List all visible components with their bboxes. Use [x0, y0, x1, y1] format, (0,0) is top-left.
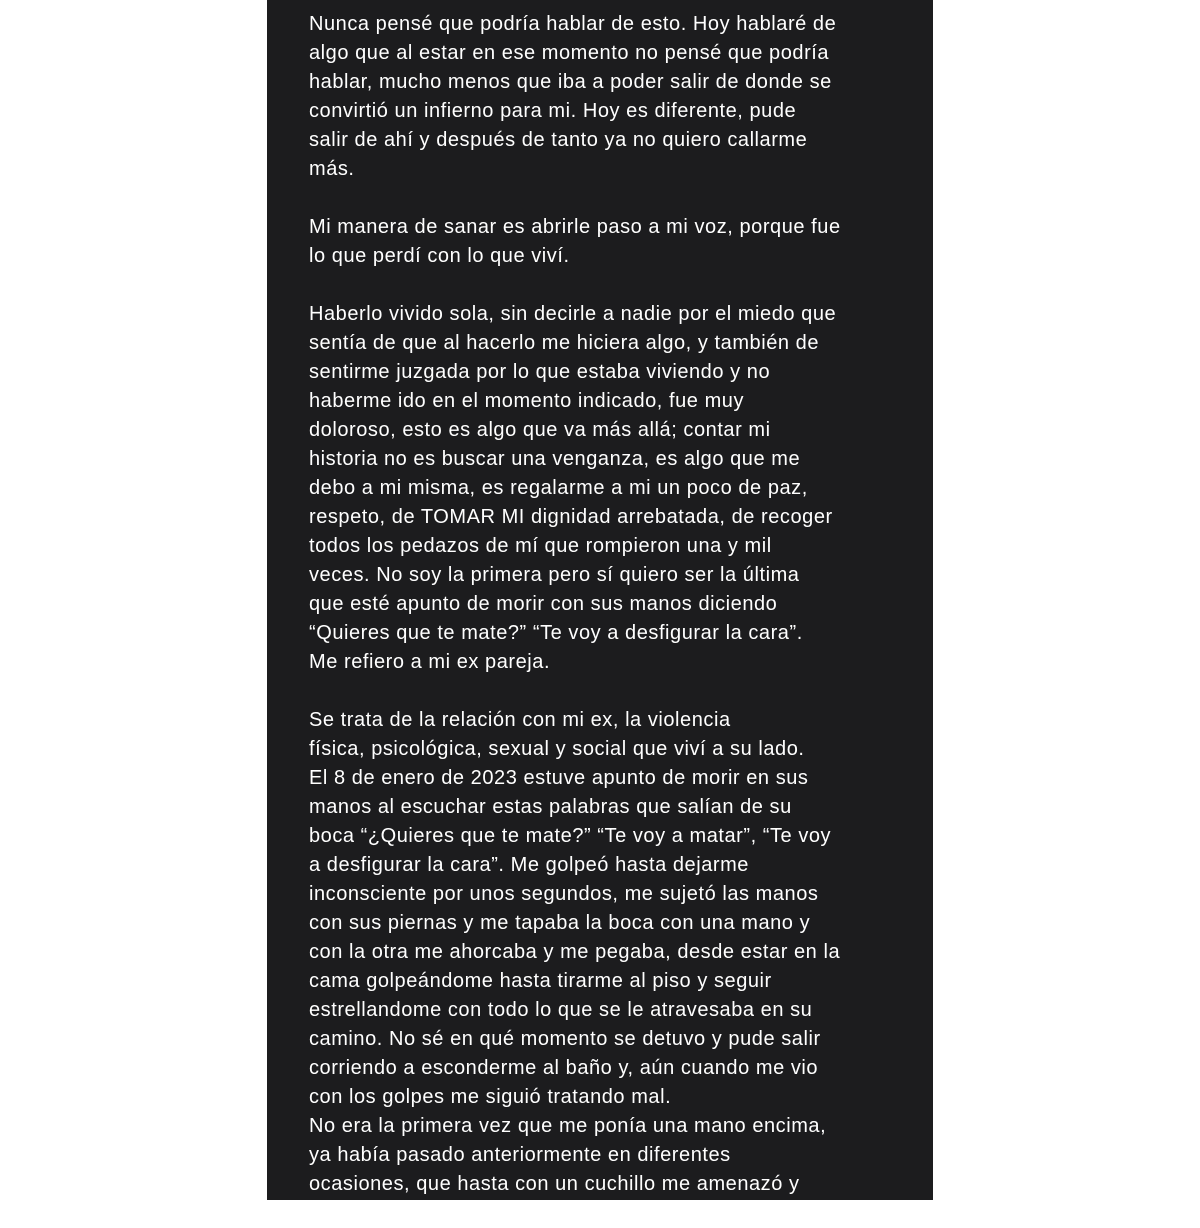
text-line: con sus piernas y me tapaba la boca con una mano y	[309, 912, 811, 934]
story-paragraph-4	[309, 706, 897, 1228]
text-line: No era la primera vez que me ponía una mano encima,	[309, 1115, 827, 1137]
text-line: debo a mi misma, es regalarme a mi un poco de paz,	[309, 477, 808, 499]
text-line: historia no es buscar una venganza, es algo que me	[309, 448, 801, 470]
text-line: Haberlo vivido sola, sin decirle a nadie por el miedo que	[309, 303, 837, 325]
text-line: haberme ido en el momento indicado, fue muy	[309, 390, 744, 412]
text-line: cama golpeándome hasta tirarme al piso y seguir	[309, 970, 772, 992]
text-line: “Quieres que te mate?” “Te voy a desfigurar la cara”.	[309, 622, 803, 644]
text-line: ya había pasado anteriormente en diferentes	[309, 1144, 731, 1166]
text-line: sentía de que al hacerlo me hiciera algo, y también de	[309, 332, 819, 354]
text-line: hablar, mucho menos que iba a poder salir de donde se	[309, 71, 832, 93]
story-paragraph-3	[309, 300, 897, 677]
text-line: Mi manera de sanar es abrirle paso a mi voz, porque fue	[309, 216, 841, 238]
text-line: salir de ahí y después de tanto ya no quiero callarme	[309, 129, 808, 151]
text-line: respeto, de TOMAR MI dignidad arrebatada, de recoger	[309, 506, 833, 528]
text-line: corriendo a esconderme al baño y, aún cuando me vio	[309, 1057, 819, 1079]
text-line: a desfigurar la cara”. Me golpeó hasta dejarme	[309, 854, 749, 876]
text-line: inconsciente por unos segundos, me sujetó las manos	[309, 883, 819, 905]
text-line: logró hacerme daño.	[309, 1202, 503, 1224]
text-line: que esté apunto de morir con sus manos diciendo	[309, 593, 778, 615]
text-line: Nunca pensé que podría hablar de esto. Hoy hablaré de	[309, 13, 837, 35]
text-line: Se trata de la relación con mi ex, la violencia	[309, 709, 731, 731]
story-text-panel	[267, 0, 933, 1224]
text-line: El 8 de enero de 2023 estuve apunto de morir en sus	[309, 767, 809, 789]
text-line: camino. No sé en qué momento se detuvo y pude salir	[309, 1028, 821, 1050]
story-paragraph-1	[309, 10, 897, 184]
text-line: manos al escuchar estas palabras que salían de su	[309, 796, 792, 818]
story-paragraph-2	[309, 213, 897, 271]
text-line: veces. No soy la primera pero sí quiero ser la última	[309, 564, 800, 586]
text-line: convirtió un infierno para mi. Hoy es diferente, pude	[309, 100, 797, 122]
text-line: boca “¿Quieres que te mate?” “Te voy a matar”, “Te voy	[309, 825, 832, 847]
text-line: con los golpes me siguió tratando mal.	[309, 1086, 672, 1108]
text-line: todos los pedazos de mí que rompieron una y mil	[309, 535, 772, 557]
text-line: física, psicológica, sexual y social que viví a su lado.	[309, 738, 805, 760]
text-line: Me refiero a mi ex pareja.	[309, 651, 551, 673]
text-line: sentirme juzgada por lo que estaba viviendo y no	[309, 361, 771, 383]
text-line: doloroso, esto es algo que va más allá; contar mi	[309, 419, 771, 441]
text-line: con la otra me ahorcaba y me pegaba, desde estar en la	[309, 941, 841, 963]
text-line: ocasiones, que hasta con un cuchillo me amenazó y	[309, 1173, 800, 1195]
text-line: estrellandome con todo lo que se le atravesaba en su	[309, 999, 813, 1021]
text-line: lo que perdí con lo que viví.	[309, 245, 570, 267]
text-line: algo que al estar en ese momento no pensé que podría	[309, 42, 830, 64]
text-line: más.	[309, 158, 355, 180]
